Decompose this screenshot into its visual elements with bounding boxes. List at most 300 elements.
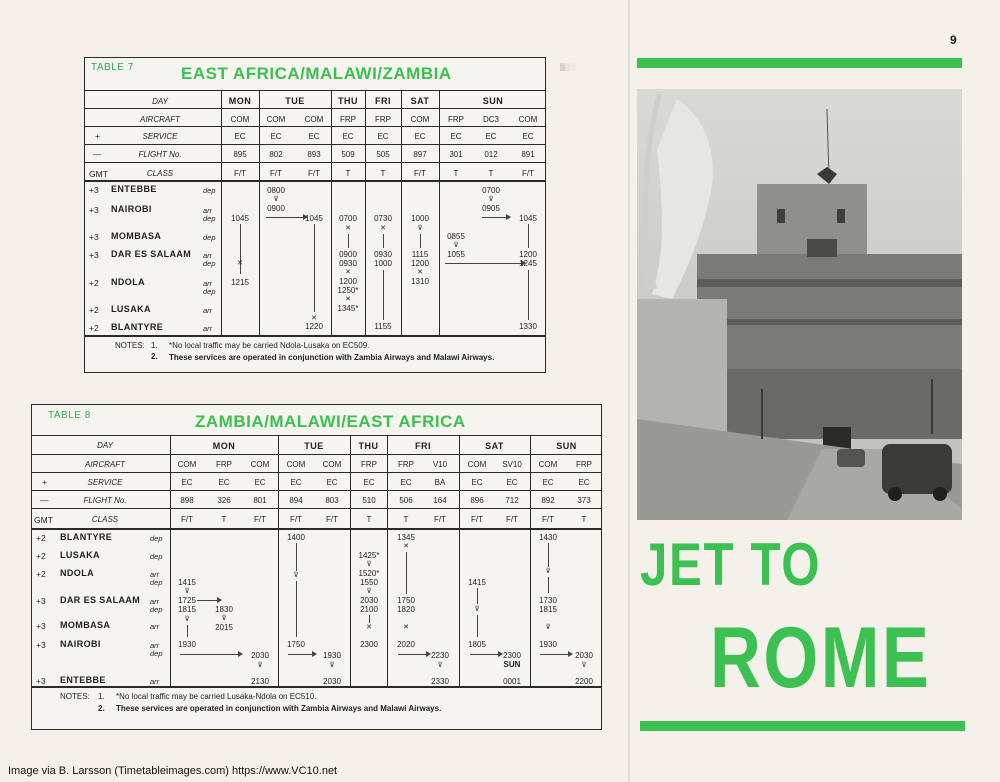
station-ad: dep [203, 287, 216, 296]
station-lusaka: LUSAKA [60, 550, 100, 560]
aircraft-cell: COM [250, 460, 270, 469]
rule [401, 90, 402, 335]
plane-symbol: ✕ [366, 624, 372, 631]
aircraft-cell: FRP [216, 460, 232, 469]
aircraft-cell: FRP [576, 460, 592, 469]
rule [32, 490, 601, 491]
station-gmt: +3 [36, 621, 46, 631]
rule [32, 454, 601, 455]
class-cell: F/T [434, 515, 446, 524]
station-ad: dep [150, 649, 163, 658]
day-fri: FRI [415, 441, 431, 451]
aircraft-cell: COM [410, 115, 430, 124]
castel-sant-angelo-photo [637, 89, 962, 520]
station-ad: arr [203, 279, 213, 288]
service-cell: EC [342, 132, 354, 141]
row-label-service: SERVICE [142, 132, 178, 141]
connection-arrow [180, 654, 242, 655]
time: 1400 [287, 533, 305, 542]
station-ad: arr [203, 251, 213, 260]
rule [32, 508, 601, 509]
rule [32, 435, 601, 436]
table-8 [31, 404, 602, 730]
service-cell: BA [434, 478, 446, 487]
time: 1000 [411, 214, 429, 223]
time: 0900 [267, 204, 285, 213]
connector [348, 234, 349, 248]
service-cell: EC [485, 132, 497, 141]
station-gmt: +2 [36, 569, 46, 579]
station-nairobi: NAIROBI [111, 204, 152, 214]
station-gmt: +3 [36, 596, 46, 606]
class-cell: T [488, 169, 494, 178]
row-label-flight: FLIGHT No. [83, 496, 127, 505]
class-cell: F/T [414, 169, 426, 178]
service-cell: EC [522, 132, 534, 141]
plane-symbol: ⊽ [488, 196, 494, 203]
class-cell: F/T [290, 515, 302, 524]
station-lusaka: LUSAKA [111, 304, 151, 314]
time: 1750 [397, 596, 415, 605]
flight-cell: 894 [289, 496, 303, 505]
station-ad: dep [203, 259, 216, 268]
class-cell: F/T [270, 169, 282, 178]
class-cell: T [366, 515, 372, 524]
aircraft-cell: COM [266, 115, 286, 124]
plane-symbol: ✕ [345, 269, 351, 276]
day-mon: MON [212, 441, 236, 451]
time: 0930 [374, 250, 392, 259]
time: 1200 [339, 277, 357, 286]
service-cell: EC [414, 132, 426, 141]
time: 2030 [575, 651, 593, 660]
plus-sign: + [95, 131, 100, 141]
plane-symbol: ✕ [417, 269, 423, 276]
service-cell: EC [254, 478, 266, 487]
plane-symbol: ✕ [380, 225, 386, 232]
aircraft-cell: V10 [432, 460, 448, 469]
station-dar-es-salaam: DAR ES SALAAM [111, 249, 192, 259]
promo-line-1: JET TO [640, 531, 822, 598]
plane-symbol: ✕ [311, 315, 317, 322]
station-ad: dep [203, 233, 216, 242]
connector [383, 270, 384, 320]
flight-cell: 801 [253, 496, 267, 505]
note-2-number: 2. [151, 352, 158, 361]
service-cell: EC [578, 478, 590, 487]
class-cell: F/T [181, 515, 193, 524]
notes-label: NOTES: [60, 692, 90, 701]
class-cell: F/T [522, 169, 534, 178]
aircraft-cell: COM [230, 115, 250, 124]
aircraft-cell: FRP [375, 115, 391, 124]
service-cell: EC [471, 478, 483, 487]
time: 1520* [358, 569, 380, 578]
class-cell: F/T [506, 515, 518, 524]
station-mombasa: MOMBASA [60, 620, 111, 630]
time: 1115 [411, 250, 429, 259]
station-ad: arr [150, 622, 160, 631]
time: 1200 [519, 250, 537, 259]
service-cell: EC [308, 132, 320, 141]
page-number: 9 [950, 33, 957, 47]
plane-symbol: ⊽ [474, 606, 480, 613]
gmt-label: GMT [89, 169, 108, 179]
plane-symbol: ✕ [237, 260, 243, 267]
flight-cell: 164 [433, 496, 447, 505]
row-label-flight: FLIGHT No. [138, 150, 182, 159]
service-cell: EC [270, 132, 282, 141]
service-cell: EC [377, 132, 389, 141]
connection-arrow [197, 600, 221, 601]
time: 1815 [178, 605, 196, 614]
service-cell: EC [363, 478, 375, 487]
plane-symbol: ✕ [345, 296, 351, 303]
station-gmt: +2 [89, 323, 99, 333]
time: 1730 [539, 596, 557, 605]
time: 1820 [397, 605, 415, 614]
station-blantyre: BLANTYRE [111, 322, 164, 332]
station-dar-es-salaam: DAR ES SALAAM [60, 595, 141, 605]
aircraft-cell: COM [538, 460, 558, 469]
service-cell: EC [542, 478, 554, 487]
class-cell: F/T [308, 169, 320, 178]
time: 2230 [431, 651, 449, 660]
time: 1930 [323, 651, 341, 660]
station-gmt: +2 [89, 278, 99, 288]
day-mon: MON [228, 96, 252, 106]
station-ndola: NDOLA [60, 568, 94, 578]
aircraft-cell: DC3 [482, 115, 499, 124]
page-fold [628, 0, 630, 782]
service-cell: EC [450, 132, 462, 141]
note-2: These services are operated in conjunction with Zambia Airways and Malawi Airways. [169, 353, 495, 362]
connector [548, 543, 549, 567]
connector [477, 615, 478, 637]
station-gmt: +2 [36, 551, 46, 561]
plane-symbol: ⊽ [293, 572, 299, 579]
flight-cell: 012 [484, 150, 498, 159]
time: 0930 [339, 259, 357, 268]
time: 2100 [360, 605, 378, 614]
service-cell: EC [400, 478, 412, 487]
connection-arrow [288, 654, 316, 655]
time: 1310 [411, 277, 429, 286]
image-credit: Image via B. Larsson (Timetableimages.com) https://www.VC10.net [8, 765, 338, 777]
class-cell: F/T [542, 515, 554, 524]
day-tue: TUE [285, 96, 305, 106]
time: 2020 [397, 640, 415, 649]
row-label-class: CLASS [146, 169, 174, 178]
time: 1750 [287, 640, 305, 649]
row-label-service: SERVICE [87, 478, 123, 487]
time: 1930 [178, 640, 196, 649]
table-7-title: EAST AFRICA/MALAWI/ZAMBIA [181, 64, 452, 83]
connector [296, 581, 297, 637]
station-gmt: +3 [89, 205, 99, 215]
time: 1815 [539, 605, 557, 614]
flight-cell: 897 [413, 150, 427, 159]
aircraft-cell: FRP [398, 460, 414, 469]
time: 1805 [468, 640, 486, 649]
day-fri: FRI [375, 96, 391, 106]
time: 1045 [231, 214, 249, 223]
service-cell: EC [290, 478, 302, 487]
station-gmt: +2 [36, 533, 46, 543]
time: 0730 [374, 214, 392, 223]
station-ad: arr [203, 324, 213, 333]
note-2: These services are operated in conjunction with Zambia Airways and Malawi Airways. [116, 704, 442, 713]
time: 0855 [447, 232, 465, 241]
flight-cell: 893 [307, 150, 321, 159]
row-label-day: DAY [152, 97, 168, 106]
service-cell: EC [234, 132, 246, 141]
connector [314, 224, 315, 312]
flight-cell: 891 [521, 150, 535, 159]
row-label-class: CLASS [91, 515, 119, 524]
connector [548, 577, 549, 593]
plane-symbol: ⊽ [545, 624, 551, 631]
connection-arrow [482, 217, 510, 218]
time: 1725 [178, 596, 196, 605]
time: 1345* [337, 304, 359, 313]
rule [439, 90, 440, 335]
flight-cell: 895 [233, 150, 247, 159]
plane-symbol: ⊽ [184, 616, 190, 623]
flight-cell: 510 [362, 496, 376, 505]
time: 0001 [503, 677, 521, 686]
day-sun: SUN [482, 96, 504, 106]
rule [32, 686, 601, 688]
time: 1345 [397, 533, 415, 542]
class-cell: F/T [326, 515, 338, 524]
show-through: ▓▒░ [560, 64, 576, 71]
class-cell: F/T [471, 515, 483, 524]
station-nairobi: NAIROBI [60, 639, 101, 649]
rule [85, 108, 545, 109]
rule [32, 472, 601, 473]
time: 1045 [519, 214, 537, 223]
plane-symbol: ⊽ [437, 662, 443, 669]
time: 2330 [431, 677, 449, 686]
time: 0700 [339, 214, 357, 223]
service-cell: EC [326, 478, 338, 487]
service-cell: EC [181, 478, 193, 487]
day-tue: TUE [304, 441, 324, 451]
day-sun: SUN [556, 441, 577, 451]
row-label-aircraft: AIRCRAFT [140, 115, 180, 124]
plane-symbol: ⊽ [184, 588, 190, 595]
gmt-label: GMT [34, 515, 53, 525]
aircraft-cell: FRP [340, 115, 356, 124]
time: 1830 [215, 605, 233, 614]
station-entebbe: ENTEBBE [111, 184, 157, 194]
time: 1155 [374, 322, 392, 331]
day-sat: SAT [485, 441, 504, 451]
station-ndola: NDOLA [111, 277, 145, 287]
aircraft-cell: COM [467, 460, 487, 469]
time: 1550 [360, 578, 378, 587]
station-gmt: +3 [36, 676, 46, 686]
plus-sign: + [42, 477, 47, 487]
class-cell: T [345, 169, 351, 178]
aircraft-cell: COM [322, 460, 342, 469]
time: 1250* [337, 286, 359, 295]
minus-sign: — [40, 495, 49, 505]
rule [85, 144, 545, 145]
plane-symbol: ⊽ [329, 662, 335, 669]
time: 2300 [360, 640, 378, 649]
class-cell: T [581, 515, 587, 524]
rule [221, 90, 222, 335]
flight-cell: 898 [180, 496, 194, 505]
plane-symbol: ✕ [403, 543, 409, 550]
flight-cell: 896 [470, 496, 484, 505]
time: 2300 [503, 651, 521, 660]
plane-symbol: ⊽ [366, 588, 372, 595]
connector [528, 224, 529, 248]
table-8-label: TABLE 8 [48, 410, 91, 421]
row-label-day: DAY [97, 441, 113, 450]
green-rule-bottom [640, 721, 965, 731]
plane-symbol: ⊽ [417, 225, 423, 232]
note-1: *No local traffic may be carried Ndola-Lusaka on EC509. [169, 341, 370, 350]
time: 1330 [519, 322, 537, 331]
station-blantyre: BLANTYRE [60, 532, 113, 542]
station-ad: arr [203, 206, 213, 215]
plane-symbol: ⊽ [273, 196, 279, 203]
plane-symbol: ⊽ [545, 568, 551, 575]
time: 1415 [468, 578, 486, 587]
rule [85, 335, 545, 337]
plane-symbol: ⊽ [366, 561, 372, 568]
note-2-number: 2. [98, 704, 105, 713]
aircraft-cell: COM [304, 115, 324, 124]
flight-cell: 509 [341, 150, 355, 159]
day-sat: SAT [410, 96, 430, 106]
table-7-label: TABLE 7 [91, 62, 134, 73]
connector [187, 625, 188, 637]
station-ad: dep [203, 186, 216, 195]
connector [296, 543, 297, 571]
row-label-aircraft: AIRCRAFT [85, 460, 125, 469]
note-1-number: 1. [151, 341, 158, 350]
plane-symbol: ⊽ [257, 662, 263, 669]
class-cell: T [453, 169, 459, 178]
class-cell: F/T [234, 169, 246, 178]
promo-line-2: ROME [710, 610, 932, 706]
aircraft-cell: COM [286, 460, 306, 469]
service-cell: EC [506, 478, 518, 487]
plane-symbol: ⊽ [453, 242, 459, 249]
rule [331, 90, 332, 335]
time: 0905 [482, 204, 500, 213]
flight-cell: 373 [577, 496, 591, 505]
green-rule-top [637, 58, 962, 68]
time: 2030 [360, 596, 378, 605]
station-ad: arr [150, 641, 160, 650]
time: 2015 [215, 623, 233, 632]
connector [383, 234, 384, 248]
aircraft-cell: COM [177, 460, 197, 469]
station-ad: arr [150, 597, 160, 606]
class-cell: T [221, 515, 227, 524]
connector [406, 552, 407, 594]
day-thu: THU [358, 441, 379, 451]
time: 1045 [305, 214, 323, 223]
plane-symbol: ⊽ [221, 615, 227, 622]
time: 1055 [447, 250, 465, 259]
time: 2200 [575, 677, 593, 686]
rule [365, 90, 366, 335]
time: 0700 [482, 186, 500, 195]
connector [420, 234, 421, 248]
station-gmt: +2 [89, 305, 99, 315]
time: 2030 [251, 651, 269, 660]
aircraft-cell: SV10 [502, 460, 522, 469]
rule [85, 126, 545, 127]
aircraft-cell: FRP [361, 460, 377, 469]
station-ad: arr [203, 306, 213, 315]
flight-cell: 802 [269, 150, 283, 159]
time: 1430 [539, 533, 557, 542]
time: 1215 [231, 278, 249, 287]
station-gmt: +3 [36, 640, 46, 650]
rule [85, 162, 545, 163]
flight-cell: 506 [399, 496, 413, 505]
station-entebbe: ENTEBBE [60, 675, 106, 685]
plane-symbol: ✕ [345, 225, 351, 232]
aircraft-cell: FRP [448, 115, 464, 124]
connector [369, 615, 370, 623]
station-ad: dep [203, 214, 216, 223]
notes-label: NOTES: [115, 341, 145, 350]
flight-cell: 326 [217, 496, 231, 505]
service-cell: EC [218, 478, 230, 487]
rule [85, 180, 545, 182]
class-cell: T [403, 515, 409, 524]
time: 1415 [178, 578, 196, 587]
connector [477, 588, 478, 604]
time: 1425* [358, 551, 380, 560]
station-ad: dep [150, 605, 163, 614]
time: 2030 [323, 677, 341, 686]
flight-cell: 712 [505, 496, 519, 505]
connector [528, 270, 529, 320]
station-gmt: +3 [89, 185, 99, 195]
time: SUN [503, 660, 521, 669]
plane-symbol: ⊽ [581, 662, 587, 669]
day-thu: THU [338, 96, 358, 106]
station-ad: dep [150, 578, 163, 587]
plane-symbol: ✕ [403, 624, 409, 631]
flight-cell: 301 [449, 150, 463, 159]
rome-photograph [637, 89, 962, 520]
table-8-title: ZAMBIA/MALAWI/EAST AFRICA [195, 412, 466, 431]
station-ad: arr [150, 570, 160, 579]
time: 1930 [539, 640, 557, 649]
time: 0900 [339, 250, 357, 259]
time: 0800 [267, 186, 285, 195]
rule [32, 528, 601, 530]
flight-cell: 892 [541, 496, 555, 505]
class-cell: T [380, 169, 386, 178]
time: 1000 [374, 259, 392, 268]
time: 2130 [251, 677, 269, 686]
time: 1245 [519, 259, 537, 268]
time: 1200 [411, 259, 429, 268]
time: 1220 [305, 322, 323, 331]
